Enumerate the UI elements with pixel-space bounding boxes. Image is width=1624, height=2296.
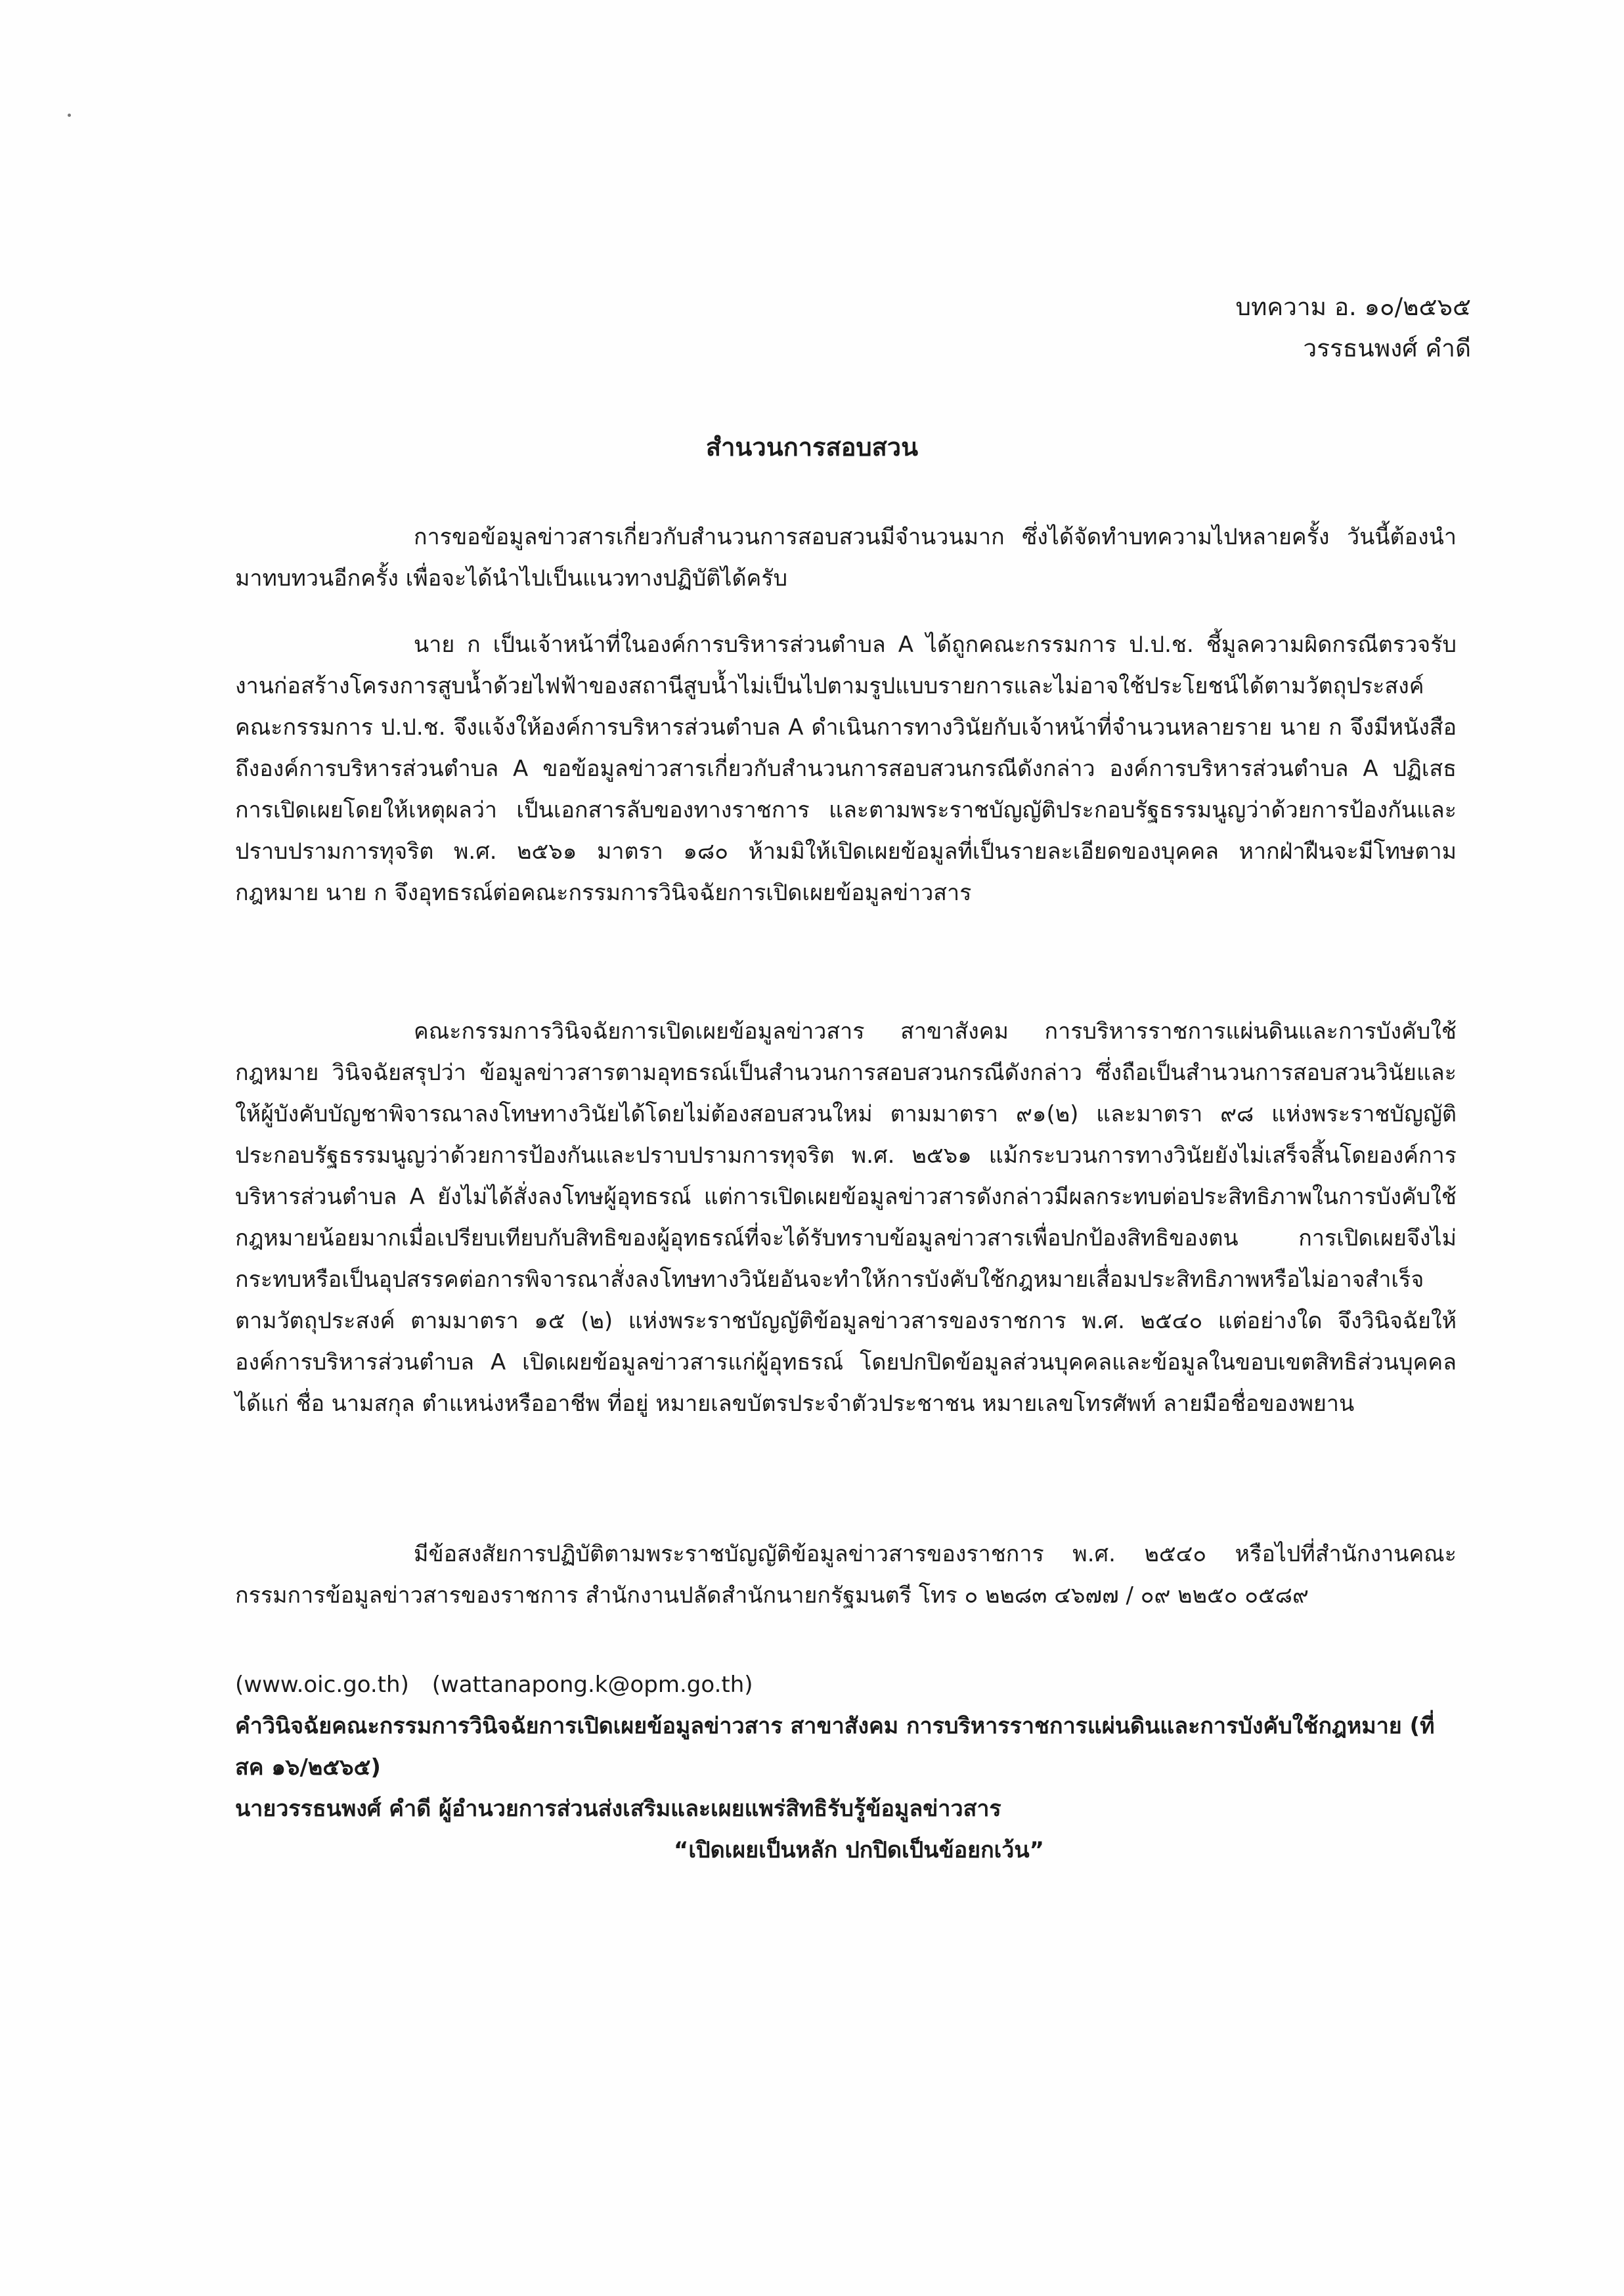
author-signature: นายวรรธนพงศ์ คำดี ผู้อำนวยการส่วนส่งเสริมและเผยแพร่สิทธิรับรู้ข้อมูลข่าวสาร	[235, 1796, 1001, 1822]
article-reference-number: บทความ อ. ๑๐/๒๕๖๕	[1235, 293, 1471, 321]
article-author: วรรธนพงศ์ คำดี	[1303, 334, 1471, 362]
paragraph-intro	[235, 517, 1457, 599]
footer-block	[235, 1664, 1457, 1871]
document-title: สำนวนการสอบสวน	[705, 433, 919, 462]
paragraph-text: มีข้อสงสัยการปฏิบัติตามพระราชบัญญัติข้อมูลข่าวสารของราชการ พ.ศ. ๒๕๔๐ หรือไปที่สำนักงานคณะกรรมการข้อมูลข่าวสารของราชการ สำนักงานปลัดสำนักนายกรัฐมนตรี โทร ๐ ๒๒๘๓ ๔๖๗๗ / ๐๙ ๒๒๕๐ ๐๕๘๙	[235, 1541, 1457, 1609]
paragraph-text: การขอข้อมูลข่าวสารเกี่ยวกับสำนวนการสอบสวนมีจำนวนมาก ซึ่งได้จัดทำบทความไปหลายครั้ง วันนี้ต้องนำมาทบทวนอีกครั้ง เพื่อจะได้นำไปเป็นแนวทางปฏิบัติได้ครับ	[235, 524, 1457, 592]
paragraph-text: นาย ก เป็นเจ้าหน้าที่ในองค์การบริหารส่วนตำบล A ได้ถูกคณะกรรมการ ป.ป.ช. ชี้มูลความผิดกรณีตรวจรับงานก่อสร้างโครงการสูบน้ำด้วยไฟฟ้าของสถานีสูบน้ำไม่เป็นไปตามรูปแบบรายการและไม่อาจใช้ประโยชน์ได้ตามวัตถุประสงค์ คณะกรรมการ ป.ป.ช. จึงแจ้งให้องค์การบริหารส่วนตำบล A ดำเนินการทางวินัยกับเจ้าหน้าที่จำนวนหลายราย นาย ก จึงมีหนังสือถึงองค์การบริหารส่วนตำบล A ขอข้อมูลข่าวสารเกี่ยวกับสำนวนการสอบสวนกรณีดังกล่าว องค์การบริหารส่วนตำบล A ปฏิเสธการเปิดเผยโดยให้เหตุผลว่า เป็นเอกสารลับของทางราชการ และตามพระราชบัญญัติประกอบรัฐธรรมนูญว่าด้วยการป้องกันและปราบปรามการทุจริต พ.ศ. ๒๕๖๑ มาตรา ๑๘๐ ห้ามมิให้เปิดเผยข้อมูลที่เป็นรายละเอียดของบุคคล หากฝ่าฝืนจะมีโทษตามกฎหมาย นาย ก จึงอุทธรณ์ต่อคณะกรรมการวินิจฉัยการเปิดเผยข้อมูลข่าวสาร	[235, 632, 1457, 906]
footer-links	[235, 1664, 1457, 1706]
paragraph-text: คณะกรรมการวินิจฉัยการเปิดเผยข้อมูลข่าวสาร สาขาสังคม การบริหารราชการแผ่นดินและการบังคับใช้กฎหมาย วินิจฉัยสรุปว่า ข้อมูลข่าวสารตามอุทธรณ์เป็นสำนวนการสอบสวนกรณีดังกล่าว ซึ่งถือเป็นสำนวนการสอบสวนวินัยและให้ผู้บังคับบัญชาพิจารณาลงโทษทางวินัยได้โดยไม่ต้องสอบสวนใหม่ ตามมาตรา ๙๑(๒) และมาตรา ๙๘ แห่งพระราชบัญญัติประกอบรัฐธรรมนูญว่าด้วยการป้องกันและปราบปรามการทุจริต พ.ศ. ๒๕๖๑ แม้กระบวนการทางวินัยยังไม่เสร็จสิ้นโดยองค์การบริหารส่วนตำบล A ยังไม่ได้สั่งลงโทษผู้อุทธรณ์ แต่การเปิดเผยข้อมูลข่าวสารดังกล่าวมีผลกระทบต่อประสิทธิภาพในการบังคับใช้กฎหมายน้อยมากเมื่อเปรียบเทียบกับสิทธิของผู้อุทธรณ์ที่จะได้รับทราบข้อมูลข่าวสารเพื่อปกป้องสิทธิของตน การเปิดเผยจึงไม่กระทบหรือเป็นอุปสรรคต่อการพิจารณาสั่งลงโทษทางวินัยอันจะทำให้การบังคับใช้กฎหมายเสื่อมประสิทธิภาพหรือไม่อาจสำเร็จตามวัตถุประสงค์ ตามมาตรา ๑๕ (๒) แห่งพระราชบัญญัติข้อมูลข่าวสารของราชการ พ.ศ. ๒๕๔๐ แต่อย่างใด จึงวินิจฉัยให้องค์การบริหารส่วนตำบล A เปิดเผยข้อมูลข่าวสารแก่ผู้อุทธรณ์ โดยปกปิดข้อมูลส่วนบุคคลและข้อมูลในขอบเขตสิทธิส่วนบุคคล ได้แก่ ชื่อ นามสกุล ตำแหน่งหรืออาชีพ ที่อยู่ หมายเลขบัตรประจำตัวประชาชน หมายเลขโทรศัพท์ ลายมือชื่อของพยาน	[235, 1018, 1457, 1417]
decision-source: คำวินิจฉัยคณะกรรมการวินิจฉัยการเปิดเผยข้อมูลข่าวสาร สาขาสังคม การบริหารราชการแผ่นดินและการบังคับใช้กฎหมาย (ที่ สค ๑๖/๒๕๖๕)	[235, 1713, 1435, 1781]
paragraph-case-facts	[235, 624, 1457, 914]
paragraph-contact	[235, 1534, 1457, 1616]
email-link[interactable]: (wattanapong.k@opm.go.th)	[431, 1672, 753, 1698]
slogan: “เปิดเผยเป็นหลัก ปกปิดเป็นข้อยกเว้น”	[674, 1837, 1044, 1863]
scan-speck	[68, 114, 71, 117]
paragraph-committee-decision	[235, 1011, 1457, 1425]
website-link[interactable]: (www.oic.go.th)	[235, 1672, 409, 1698]
